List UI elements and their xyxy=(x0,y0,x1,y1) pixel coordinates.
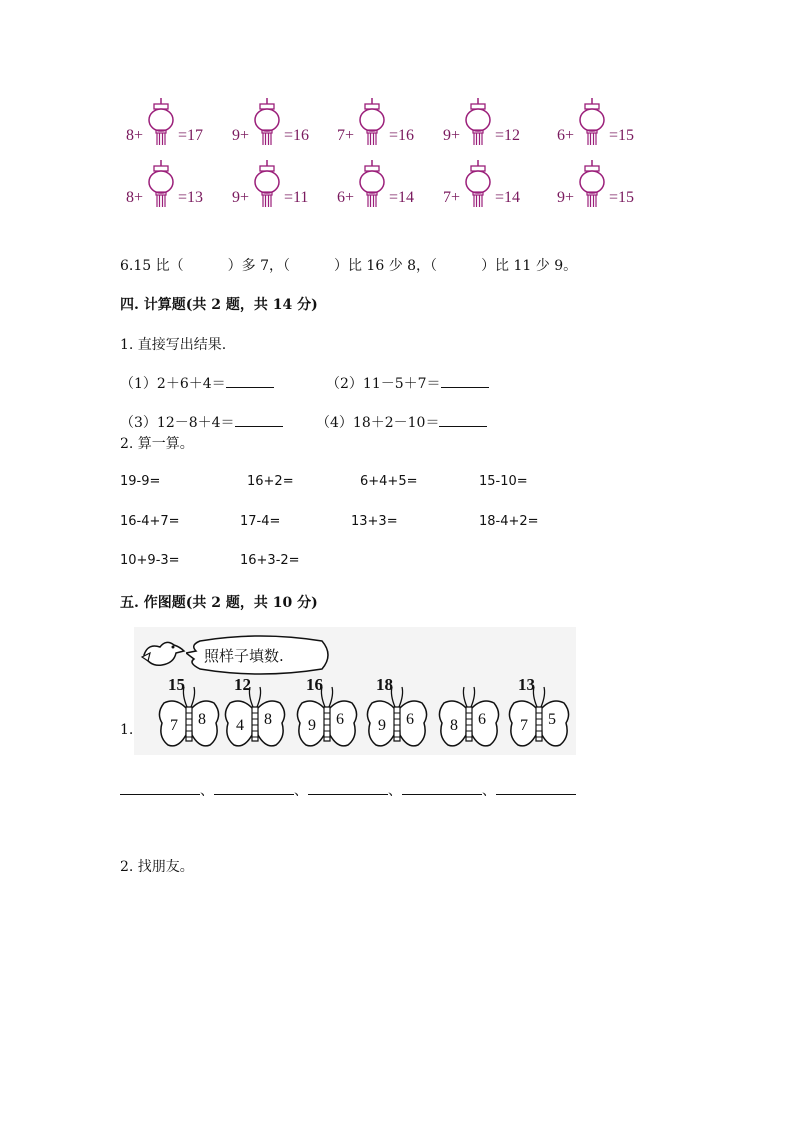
butterfly-right-wing-number: 8 xyxy=(198,711,206,728)
answer-line-3[interactable] xyxy=(308,793,388,795)
butterfly-top-number: 16 xyxy=(306,675,323,694)
butterfly-icon xyxy=(294,683,360,753)
separator: 、 xyxy=(200,783,214,799)
separator: 、 xyxy=(294,783,308,799)
butterfly-icon xyxy=(436,683,502,753)
lantern-result: =15 xyxy=(609,189,635,206)
butterfly-right-wing-number: 5 xyxy=(548,711,556,728)
lantern-icon[interactable] xyxy=(463,160,493,210)
section-5-heading: 五. 作图题(共 2 题，共 10 分) xyxy=(120,595,318,611)
lantern-icon[interactable] xyxy=(357,160,387,210)
lantern-left-operand: 9+ xyxy=(557,189,575,206)
butterfly-top-number: 12 xyxy=(234,675,251,694)
bubble-text: 照样子填数. xyxy=(204,647,284,665)
butterfly-left-wing-number: 7 xyxy=(170,717,178,734)
separator: 、 xyxy=(482,783,496,799)
lantern-icon[interactable] xyxy=(146,98,176,148)
lantern-result: =12 xyxy=(495,127,521,144)
calc-answer-2[interactable] xyxy=(441,386,489,388)
lantern-left-operand: 9+ xyxy=(443,127,461,144)
butterfly-right-wing-number: 6 xyxy=(336,711,344,728)
section-5-q1-number: 1. xyxy=(120,722,134,738)
lantern-left-operand: 9+ xyxy=(232,127,250,144)
butterfly xyxy=(506,675,572,753)
section-4-heading: 四. 计算题(共 2 题，共 14 分) xyxy=(120,297,318,313)
butterfly-left-wing-number: 9 xyxy=(308,717,316,734)
lantern-left-operand: 6+ xyxy=(557,127,575,144)
mental-math-3-2: 16+3-2= xyxy=(240,553,300,568)
lantern-result: =16 xyxy=(389,127,415,144)
lantern-left-operand: 8+ xyxy=(126,189,144,206)
lantern-result: =14 xyxy=(389,189,415,206)
answer-line-5[interactable] xyxy=(496,793,576,795)
butterfly-icon xyxy=(156,683,222,753)
mental-math-1-1: 19-9= xyxy=(120,474,161,489)
section-4-q1-title: 1. 直接写出结果. xyxy=(120,337,227,353)
butterfly xyxy=(222,675,288,753)
lantern-icon[interactable] xyxy=(577,160,607,210)
butterfly xyxy=(364,675,430,753)
mental-math-2-4: 18-4+2= xyxy=(479,514,539,529)
butterfly-left-wing-number: 7 xyxy=(520,717,528,734)
butterfly-right-wing-number: 6 xyxy=(406,711,414,728)
lantern-icon[interactable] xyxy=(146,160,176,210)
calc-item-3 xyxy=(120,412,283,432)
butterfly-icon xyxy=(222,683,288,753)
lantern-result: =16 xyxy=(284,127,310,144)
butterfly xyxy=(436,683,502,753)
section-4-q2-title: 2. 算一算。 xyxy=(120,436,194,452)
answer-line-2[interactable] xyxy=(214,793,294,795)
butterfly-top-number: 18 xyxy=(376,675,393,694)
mental-math-3-1: 10+9-3= xyxy=(120,553,180,568)
butterfly xyxy=(156,675,222,753)
bird-icon xyxy=(140,635,186,671)
mental-math-2-2: 17-4= xyxy=(240,514,281,529)
mental-math-2-3: 13+3= xyxy=(351,514,398,529)
calc-answer-4[interactable] xyxy=(439,425,487,427)
lantern-result: =15 xyxy=(609,127,635,144)
section-5-q2-title: 2. 找朋友。 xyxy=(120,859,194,875)
butterfly-illustration xyxy=(134,627,576,755)
lantern-result: =14 xyxy=(495,189,521,206)
q6-part1: 6.15 比（ xyxy=(120,258,184,274)
butterfly-left-wing-number: 9 xyxy=(378,717,386,734)
butterfly-top-number: 13 xyxy=(518,675,535,694)
butterfly-icon xyxy=(364,683,430,753)
lantern-result: =17 xyxy=(178,127,204,144)
calc-answer-1[interactable] xyxy=(226,386,274,388)
calc-item-1-text: （1）2＋6＋4＝ xyxy=(120,376,226,392)
lantern-left-operand: 8+ xyxy=(126,127,144,144)
mental-math-1-4: 15-10= xyxy=(479,474,528,489)
calc-item-2-text: （2）11－5＋7＝ xyxy=(326,376,441,392)
mental-math-1-3: 6+4+5= xyxy=(360,474,418,489)
butterfly-icon xyxy=(506,683,572,753)
calc-item-2 xyxy=(326,373,489,393)
calc-item-4 xyxy=(316,412,487,432)
butterfly-right-wing-number: 8 xyxy=(264,711,272,728)
butterfly xyxy=(294,675,360,753)
lantern-icon[interactable] xyxy=(252,98,282,148)
calc-answer-3[interactable] xyxy=(235,425,283,427)
calc-item-4-text: （4）18＋2－10＝ xyxy=(316,415,440,431)
butterfly-top-number: 15 xyxy=(168,675,185,694)
lantern-icon[interactable] xyxy=(357,98,387,148)
q6-part2: ）多 7，（ xyxy=(227,258,290,274)
lantern-result: =11 xyxy=(284,189,309,206)
lantern-icon[interactable] xyxy=(463,98,493,148)
lantern-left-operand: 7+ xyxy=(337,127,355,144)
lantern-left-operand: 7+ xyxy=(443,189,461,206)
lantern-result: =13 xyxy=(178,189,204,206)
separator: 、 xyxy=(388,783,402,799)
lantern-icon[interactable] xyxy=(252,160,282,210)
q6-part4: ）比 11 少 9。 xyxy=(481,258,578,274)
lantern-left-operand: 9+ xyxy=(232,189,250,206)
q6-part3: ）比 16 少 8，（ xyxy=(333,258,438,274)
answer-line-1[interactable] xyxy=(120,793,200,795)
butterfly-answer-row xyxy=(120,780,576,800)
lantern-icon[interactable] xyxy=(577,98,607,148)
butterfly-left-wing-number: 8 xyxy=(450,717,458,734)
answer-line-4[interactable] xyxy=(402,793,482,795)
mental-math-2-1: 16-4+7= xyxy=(120,514,180,529)
butterfly-left-wing-number: 4 xyxy=(236,717,244,734)
mental-math-1-2: 16+2= xyxy=(247,474,294,489)
butterfly-right-wing-number: 6 xyxy=(478,711,486,728)
calc-item-1 xyxy=(120,373,274,393)
calc-item-3-text: （3）12－8＋4＝ xyxy=(120,415,235,431)
lantern-left-operand: 6+ xyxy=(337,189,355,206)
question-6 xyxy=(120,255,577,275)
